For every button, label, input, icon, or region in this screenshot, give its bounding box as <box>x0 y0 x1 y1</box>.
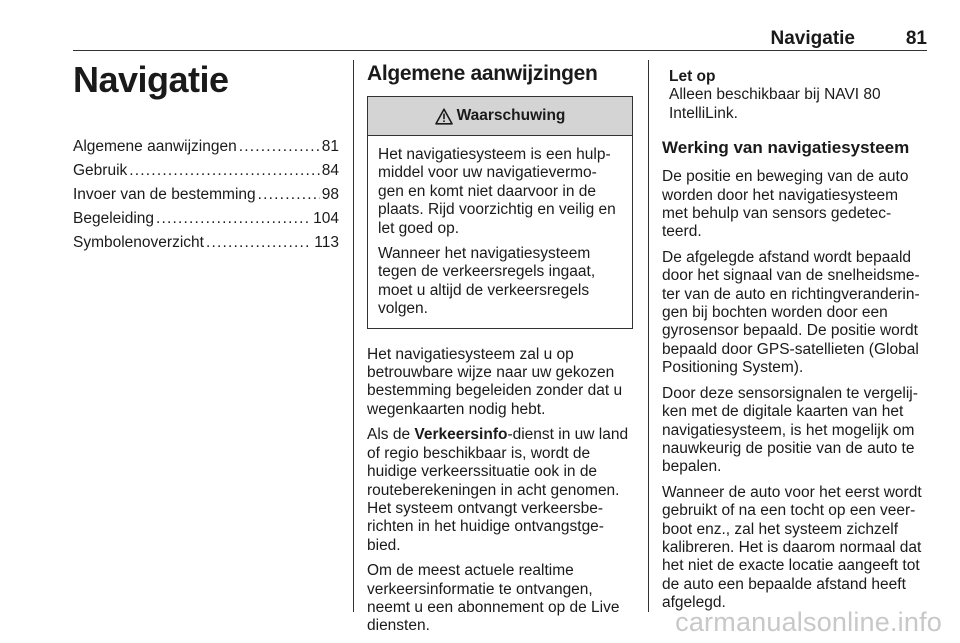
toc-entry[interactable] <box>73 184 339 207</box>
page-header <box>73 28 927 51</box>
warning-body <box>368 136 632 328</box>
note-body: Alleen beschikbaar bij NAVI 80 IntelliLink. <box>669 86 881 122</box>
body-paragraph: Het navigatiesysteem zal u op betrouwbare wijze naar uw gekozen bestemming begeleiden zonder dat u wegenkaarten nodig hebt. <box>367 345 623 418</box>
body-paragraph: De positie en beweging van de auto worden door het navigatiesysteem met behulp van sensors gedetec-teerd. <box>662 168 909 241</box>
toc-label: Gebruik <box>73 162 128 179</box>
section-title: Algemene aanwijzingen <box>367 62 598 85</box>
body-paragraph: Wanneer de auto voor het eerst wordt gebruikt of na een tocht op een veer-boot enz., zal het systeem zichzelf kalibreren. Het is daarom normaal dat het niet de exacte locatie aangeeft tot de auto een bepaalde afstand heeft afgelegd. <box>662 483 922 612</box>
toc-entry[interactable] <box>73 232 339 255</box>
chapter-title: Navigatie <box>73 59 229 100</box>
column-divider <box>648 60 649 612</box>
column-general <box>367 58 633 643</box>
warning-paragraph: Wanneer het navigatiesysteem tegen de verkeersregels ingaat, moet u altijd de verkeersregels volgen. <box>378 245 596 318</box>
bold-term: Verkeersinfo <box>414 426 508 444</box>
running-title: Navigatie <box>770 28 855 49</box>
toc-entry[interactable] <box>73 160 339 183</box>
toc-page: 98 <box>321 186 339 203</box>
watermark: carmanualsonline.info <box>675 607 942 637</box>
body-paragraph: Om de meest actuele realtime verkeersinformatie te ontvangen, neemt u een abonnement op de Live diensten. <box>367 562 620 635</box>
warning-box <box>367 96 633 329</box>
warning-heading: Waarschuwing <box>456 107 566 124</box>
toc-page: 84 <box>321 162 339 179</box>
column-working <box>662 58 927 620</box>
toc-label: Invoer van de bestemming <box>73 186 256 203</box>
warning-triangle-icon <box>435 108 453 125</box>
toc-label: Begeleiding <box>73 210 155 227</box>
toc-leader-dots <box>258 184 320 207</box>
body-paragraph: De afgelegde afstand wordt bepaald door het signaal van de snelheidsme-ter van de auto en richtingveranderin-gen bij bochten worden door een gyrosensor bepaald. De positie wordt bepaald door GPS-satellieten (Global Positioning System). <box>662 248 920 377</box>
note-title: Let op <box>669 68 716 85</box>
toc-leader-dots <box>156 208 311 231</box>
toc-label: Symbolenoverzicht <box>73 234 204 251</box>
column-toc <box>73 58 339 256</box>
subsection-title: Werking van navigatiesysteem <box>662 138 910 158</box>
toc-entry[interactable] <box>73 136 339 159</box>
table-of-contents <box>73 136 339 255</box>
toc-leader-dots <box>206 232 312 255</box>
toc-page: 104 <box>313 210 339 227</box>
toc-entry[interactable] <box>73 208 339 231</box>
text-suffix: -dienst in uw land of regio beschikbaar is, wordt de huidige verkeerssituatie ook in de routeberekeningen in acht genomen. Het systeem ontvangt verkeersbe-richten in het huidige ontvangstge-bied. <box>367 426 629 554</box>
toc-page: 81 <box>321 138 339 155</box>
toc-label: Algemene aanwijzingen <box>73 138 237 155</box>
body-paragraph: Door deze sensorsignalen te vergelij-ken met de digitale kaarten van het navigatiesysteem, is het mogelijk om nauwkeurig de positie van de auto te bepalen. <box>662 384 918 476</box>
warning-paragraph: Het navigatiesysteem is een hulp-middel voor uw navigatievermo-gen en komt niet daarvoor in de plaats. Rijd voorzichtig en veilig en let goed op. <box>378 146 616 237</box>
text-prefix: Als de <box>367 426 415 444</box>
page-number: 81 <box>905 28 927 49</box>
toc-page: 113 <box>314 234 339 251</box>
column-divider <box>353 60 354 612</box>
body-paragraph-traffic <box>367 426 633 555</box>
toc-leader-dots <box>239 136 320 159</box>
toc-leader-dots <box>129 160 319 183</box>
warning-header <box>368 97 632 136</box>
